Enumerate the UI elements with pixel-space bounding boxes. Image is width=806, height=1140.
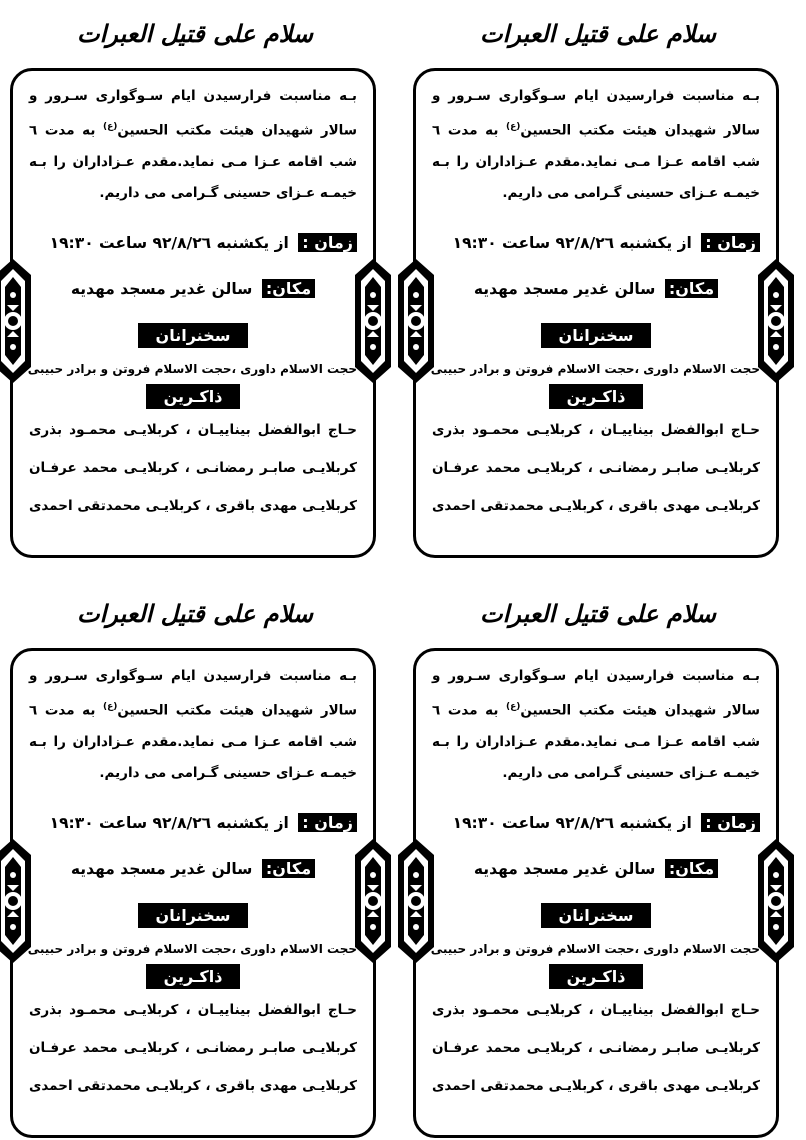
time-row — [432, 231, 760, 255]
speakers-list: حجت الاسلام داوری ،حجت الاسلام فروتن و برادر حبیبی — [27, 361, 357, 376]
honorific-mark: (ع) — [102, 702, 118, 712]
eulogist-line: حـاج ابوالفضل بیناییـان ، کربلایـی محمـود بذری — [29, 421, 357, 438]
rosette-ornament-icon — [398, 259, 434, 383]
rosette-ornament-icon — [758, 259, 794, 383]
time-value: از یکشنبه ٩٢/٨/٢٦ ساعت ١٩:٣٠ — [452, 813, 692, 832]
place-value: سالن غدیر مسجد مهدیه — [70, 279, 253, 298]
time-value: از یکشنبه ٩٢/٨/٢٦ ساعت ١٩:٣٠ — [452, 233, 692, 252]
honorific-mark: (ع) — [102, 122, 118, 132]
flyer — [0, 580, 390, 1140]
intro-text-end: به مدت ٦ شب اقامه عـزا مـی نماید.مقدم عـزاداران را بـه خیمـه عـزای حسینی گـرامی می داریم. — [29, 122, 357, 201]
place-label: مکان: — [665, 859, 718, 878]
eulogists-heading-row — [432, 384, 760, 409]
speakers-heading: سخنرانان — [541, 323, 652, 348]
intro-text-end: به مدت ٦ شب اقامه عـزا مـی نماید.مقدم عـزاداران را بـه خیمـه عـزای حسینی گـرامی می داریم. — [432, 702, 760, 781]
speakers-list: حجت الاسلام داوری ،حجت الاسلام فروتن و برادر حبیبی — [430, 941, 760, 956]
time-row — [29, 811, 357, 835]
speakers-heading-row — [29, 903, 357, 928]
speakers-heading-row — [432, 323, 760, 348]
speakers-list: حجت الاسلام داوری ،حجت الاسلام فروتن و برادر حبیبی — [27, 941, 357, 956]
eulogist-line: کربلایـی صابـر رمضانـی ، کربلایـی محمد عرفـان — [29, 1039, 357, 1056]
eulogists-heading-row — [29, 964, 357, 989]
time-value: از یکشنبه ٩٢/٨/٢٦ ساعت ١٩:٣٠ — [49, 233, 289, 252]
flyer — [403, 580, 793, 1140]
speakers-heading-row — [29, 323, 357, 348]
flyer-frame — [413, 68, 779, 558]
intro-text — [432, 661, 760, 789]
time-value: از یکشنبه ٩٢/٨/٢٦ ساعت ١٩:٣٠ — [49, 813, 289, 832]
honorific-mark: (ع) — [505, 122, 521, 132]
time-label: زمان : — [298, 813, 357, 832]
eulogists-heading: ذاکـرین — [146, 964, 241, 989]
eulogist-line: کربلایـی مهدی باقری ، کربلایـی محمدتقی احمدی — [29, 1077, 357, 1094]
place-label: مکان: — [262, 279, 315, 298]
eulogist-line: کربلایـی مهدی باقری ، کربلایـی محمدتقی احمدی — [432, 1077, 760, 1094]
intro-text-end: به مدت ٦ شب اقامه عـزا مـی نماید.مقدم عـزاداران را بـه خیمـه عـزای حسینی گـرامی می داریم. — [432, 122, 760, 201]
intro-text-start: بـه مناسبت فرارسیدن ایام سـوگواری سـرور و سالار شهیدان هیئت مکتب الحسین — [29, 88, 357, 139]
place-value: سالن غدیر مسجد مهدیه — [70, 859, 253, 878]
place-value: سالن غدیر مسجد مهدیه — [473, 279, 656, 298]
flyer-content — [29, 661, 357, 1127]
flyer-content — [29, 81, 357, 547]
eulogists-heading-row — [29, 384, 357, 409]
eulogists-heading: ذاکـرین — [549, 384, 644, 409]
flyer-frame — [10, 648, 376, 1138]
rosette-ornament-icon — [355, 839, 391, 963]
eulogists-heading: ذاکـرین — [549, 964, 644, 989]
speakers-heading-row — [432, 903, 760, 928]
eulogist-line: حـاج ابوالفضل بیناییـان ، کربلایـی محمـود بذری — [432, 1001, 760, 1018]
place-row — [29, 277, 357, 301]
eulogist-line: کربلایـی صابـر رمضانـی ، کربلایـی محمد عرفـان — [432, 459, 760, 476]
eulogists-heading-row — [432, 964, 760, 989]
place-row — [29, 857, 357, 881]
intro-text — [29, 81, 357, 209]
flyer-content — [432, 81, 760, 547]
intro-text-start: بـه مناسبت فرارسیدن ایام سـوگواری سـرور و سالار شهیدان هیئت مکتب الحسین — [29, 668, 357, 719]
time-label: زمان : — [701, 233, 760, 252]
place-label: مکان: — [262, 859, 315, 878]
intro-text-start: بـه مناسبت فرارسیدن ایام سـوگواری سـرور و سالار شهیدان هیئت مکتب الحسین — [432, 88, 760, 139]
intro-text-end: به مدت ٦ شب اقامه عـزا مـی نماید.مقدم عـزاداران را بـه خیمـه عـزای حسینی گـرامی می داریم. — [29, 702, 357, 781]
flyer-frame — [10, 68, 376, 558]
speakers-heading: سخنرانان — [541, 903, 652, 928]
rosette-ornament-icon — [758, 839, 794, 963]
honorific-mark: (ع) — [505, 702, 521, 712]
time-label: زمان : — [298, 233, 357, 252]
intro-text — [432, 81, 760, 209]
time-row — [432, 811, 760, 835]
flyer-title: سلام علی قتیل العبرات — [76, 599, 314, 628]
intro-text — [29, 661, 357, 789]
eulogist-line: حـاج ابوالفضل بیناییـان ، کربلایـی محمـود بذری — [432, 421, 760, 438]
flyer-title: سلام علی قتیل العبرات — [76, 19, 314, 48]
speakers-heading: سخنرانان — [138, 903, 249, 928]
eulogists-heading: ذاکـرین — [146, 384, 241, 409]
flyer-content — [432, 661, 760, 1127]
speakers-list: حجت الاسلام داوری ،حجت الاسلام فروتن و برادر حبیبی — [430, 361, 760, 376]
rosette-ornament-icon — [0, 259, 31, 383]
eulogist-line: کربلایـی مهدی باقری ، کربلایـی محمدتقی احمدی — [29, 497, 357, 514]
time-row — [29, 231, 357, 255]
rosette-ornament-icon — [0, 839, 31, 963]
rosette-ornament-icon — [355, 259, 391, 383]
eulogist-line: کربلایـی مهدی باقری ، کربلایـی محمدتقی احمدی — [432, 497, 760, 514]
flyer-title: سلام علی قتیل العبرات — [479, 19, 717, 48]
eulogist-line: کربلایـی صابـر رمضانـی ، کربلایـی محمد عرفـان — [29, 459, 357, 476]
time-label: زمان : — [701, 813, 760, 832]
intro-text-start: بـه مناسبت فرارسیدن ایام سـوگواری سـرور و سالار شهیدان هیئت مکتب الحسین — [432, 668, 760, 719]
flyer-title: سلام علی قتیل العبرات — [479, 599, 717, 628]
eulogist-line: حـاج ابوالفضل بیناییـان ، کربلایـی محمـود بذری — [29, 1001, 357, 1018]
place-value: سالن غدیر مسجد مهدیه — [473, 859, 656, 878]
flyer — [403, 0, 793, 560]
place-row — [432, 277, 760, 301]
flyer-frame — [413, 648, 779, 1138]
rosette-ornament-icon — [398, 839, 434, 963]
eulogist-line: کربلایـی صابـر رمضانـی ، کربلایـی محمد عرفـان — [432, 1039, 760, 1056]
flyer — [0, 0, 390, 560]
place-label: مکان: — [665, 279, 718, 298]
place-row — [432, 857, 760, 881]
speakers-heading: سخنرانان — [138, 323, 249, 348]
